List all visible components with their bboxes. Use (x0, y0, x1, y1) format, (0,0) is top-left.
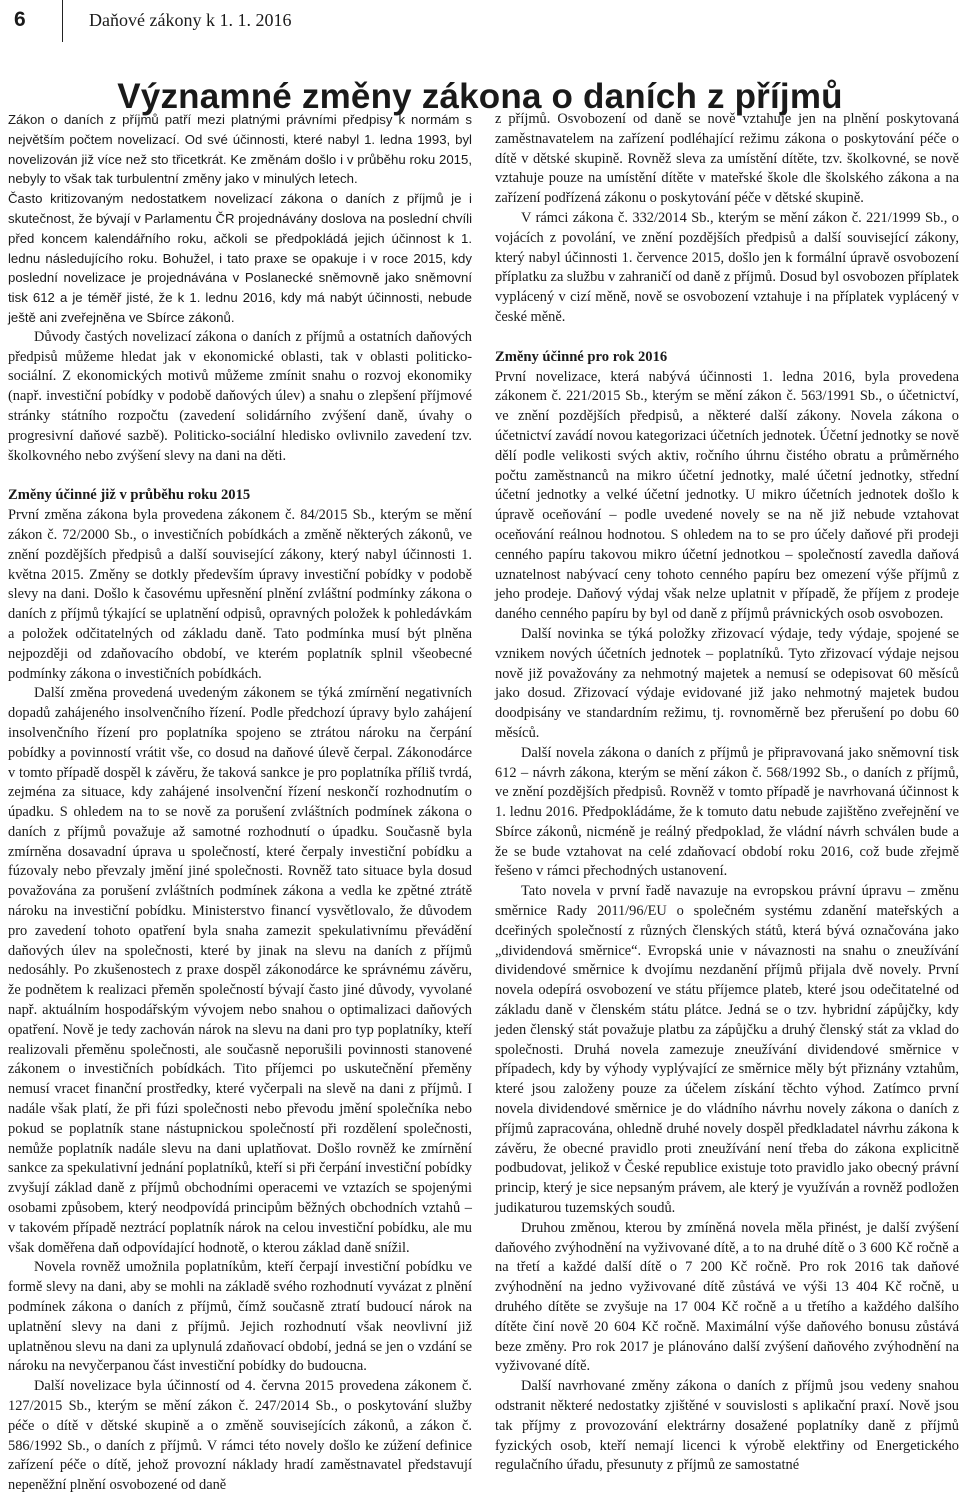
right-paragraph-7: Druhou změnou, kterou by zmíněná novela měla přinést, je další zvýšení daňového zvýhodnění na vyživované dítě, a to na druhé dítě o 3 600 Kč ročně a na třetí a každé další dítě o 7 200 Kč ročně. Pro rok 2016 tak daňové zvýhodnění na jedno vyživované dítě zůstává ve výši 13 404 Kč ročně, u druhého dítěte se zvyšuje na 17 004 Kč ročně a u třetího a každého dalšího dítěte činí nově 20 604 Kč ročně. Maximální výše daňového bonusu zůstává beze změny. Pro rok 2017 je plánováno další zvýšení daňového zvýhodnění na vyživované dítě. (495, 1219, 959, 1375)
right-paragraph-8: Další navrhované změny zákona o daních z příjmů jsou vedeny snahou odstranit některé nedostatky zjištěné v souvislosti s aplikační praxí. Nově jsou tak příjmy z provozování elektrárny dosažené poplatníky daně z příjmů fyzických osob, kteří nemají licenci k výrobě elektřiny od Energetického regulačního úřadu, přesunuty z příjmů ze samostatné (495, 1378, 959, 1474)
page-number: 6 (14, 8, 26, 31)
section-heading-2015: Změny účinné již v průběhu roku 2015 (8, 487, 251, 504)
running-title: Daňové zákony k 1. 1. 2016 (89, 10, 292, 30)
right-paragraph-2: V rámci zákona č. 332/2014 Sb., kterým se mění zákon č. 221/1999 Sb., o vojácích z povolání, ve znění pozdějších předpisů a další související zákony, který nabyl účinnosti 1. července 2015, došlo jen k formální úpravě osvobození příplatku za službu v zahraničí od daně z příjmů. Dosud byl osvobozen příplatek vyplácený v cizí měně, nově se osvobození vztahuje i na příplatek vyplácený v české měně. (495, 209, 959, 325)
intro-paragraph-1: Zákon o daních z příjmů patří mezi platnými právními předpisy k normám s největším počtem novelizací. Od své účinnosti, které nabyl 1. ledna 1993, byl novelizován již více než sto třicetkrát. Ke změnám došlo i v průběhu roku 2015, nebyly to však tak turbulentní změny jako v minulých letech. (8, 112, 472, 187)
paragraph-2015-2: Další změna provedená uvedeným zákonem se týká zmírnění negativních dopadů zahájeného insolvenčního řízení. Podle předchozí úpravy bylo zahájení insolvenčního řízení pro poplatníka spojeno se ztrátou nároku na čerpání pobídky a povinností vrátit vše, co dosud na daňové úlevě čerpal. Zákonodárce v tomto případě dospěl k závěru, že taková sankce je pro poplatníka příliš tvrdá, zejména za situace, kdy zahájené insolvenční řízení neskončí rozhodnutím o úpadku. S ohledem na to se nově za porušení zvláštních podmínek zákona o daních z příjmů považuje až samotné rozhodnutí o úpadku. Současně byla zmírněna dosavadní úprava u společností, které čerpaly investiční pobídku a fúzovaly nebo převzaly jmění jiné společnosti. Rovněž tato situace byla dosud považována za porušení zvláštních podmínek zákona a vedla ke zpětné ztrátě nároku na investiční pobídku. Ministerstvo financí vysvětlovalo, že důvodem pro zavedení tohoto opatření byla snaha zamezit spekulativnímu převádění daňových úlev na společnosti, které by jinak na slevu na daních z příjmů nedosáhly. Po zkušenostech z praxe dospěl zákonodárce ke správnému závěru, že podnětem k realizaci přeměn společností bývají často jiné důvody, vyvolané např. aktuálním hospodářským vývojem nebo snahou o optimalizaci daňových opatření. Nově je tedy zachován nárok na slevu na dani pro typ poplatníky, kteří realizovali přeměnu společnosti, ale současně neporušili povinnosti stanovené zákonem o investičních pobídkách. Tito příjemci po uskutečnění přeměny nemusí vracet finanční prostředky, které vyčerpali na slevě na dani z příjmů. I nadále však platí, že při fúzi společnosti nebo převodu jmění společníka nebo pokud se poplatník stane nástupnickou společností při rozdělení společnosti, nemůže poplatník nadále slevu na dani uplatňovat. Došlo rovněž ke zmírnění sankce za spekulativní jednání poplatníků, kteří si při čerpání investiční pobídky zvyšují základ daně z příjmů obchodními operacemi ve vztazích se spojenými osobami způsobem, který neodpovídá principům běžných obchodních vztahů – v takovém případě neztrácí poplatník nárok na celou investiční pobídku, ale mu však doměřena daň odpovídající hodnotě, o kterou základ daně snížil. (8, 685, 472, 1256)
paragraph-2015-1: První změna zákona byla provedena zákonem č. 84/2015 Sb., kterým se mění zákon č. 72/2000 Sb., o investičních pobídkách a změně některých zákonů, ve znění pozdějších předpisů a další související zákony, který nabyl účinnosti 1. května 2015. Změny se dotkly především úpravy investiční pobídky v podobě slevy na dani. Došlo k časovému upřesnění plnění zvláštní podmínky zákona o daních z příjmů týkající se uplatnění odpisů, opravných položek k pohledávkám a položek odčitatelných od základu daně. Tato podmínka musí být plněna nejpozději od zdaňovacího období, ve kterém poplatník splnil všeobecné podmínky zákona o investičních pobídkách. (8, 507, 472, 682)
intro-paragraph-2: Často kritizovaným nedostatkem novelizací zákona o daních z příjmů je i skutečnost, že bývají v Parlamentu ČR projednávány doslova na poslední chvíli před koncem kalendářního roku, ačkoli se předpokládá jejich účinnost k 1. lednu následujícího roku. Bohužel, i tato praxe se opakuje i v roce 2015, kdy poslední novelizace je projednávána v Poslanecké sněmovně jako sněmovní tisk 612 a je téměř jisté, že k 1. lednu 2016, kdy má nabýt účinnosti, nebude ještě ani zveřejněna ve Sbírce zákonů. (8, 191, 473, 325)
article-title: Významné změny zákona o daních z příjmů (117, 77, 843, 117)
right-paragraph-6: Tato novela v první řadě navazuje na evropskou právní úpravu – změnu směrnice Rady 2011/96/EU o společném systému zdanění mateřských a dceřiných společností z různých členských států, která bývá označována jako „dividendová směrnice“. Evropská unie v návaznosti na snahu o zneužívání dividendové směrnice k dvojímu nezdanění příjmů přijala dvě novely. První novela odepírá osvobození ve státu příjemce plateb, které jsou odečitatelné od základu daně v členském státu plátce. Jedná se o tzv. hybridní zápůjčky, kdy jeden členský stát považuje platbu za zápůjčku a druhý členský stát za vklad do společnosti. Druhá novela zamezuje zneužívání dividendové směrnice v případech, kdy by výhody vyplývající ze směrnice měly být přiznány vztahům, které jsou založeny pouze za účelem získání těchto výhod. Zatímco první novela dividendové směrnice je do vládního návrhu novely zákona o daních z příjmů zapracována, ohledně druhé novely dospěl předkladatel návrhu zákona k závěru, že obecné pravidlo proti zneužívání není třeba do zákona explicitně podbudovat, jelikož v České republice existuje toto pravidlo jako obecný právní princip, který je sice nepsaným právem, ale který je využíván a rovněž podložen judikaturou tuzemských soudů. (495, 883, 959, 1217)
right-column (495, 110, 959, 1476)
page-header (0, 0, 960, 40)
header-divider (62, 0, 63, 42)
right-paragraph-4: Další novinka se týká položky zřizovací výdaje, tedy výdaje, spojené se vznikem nových účetních jednotek – poplatníků. Tyto zřizovací výdaje nejsou nově již považovány za nehmotný majetek a nemusí se odepisovat 60 měsíců jako dosud. Zřizovací výdaje evidované již jako nehmotný majetek budou doodpisány ve standardním režimu, tj. rovnoměrně bez přerušení po dobu 60 měsíců. (495, 625, 959, 741)
intro-paragraph-3: Důvody častých novelizací zákona o daních z příjmů a ostatních daňových předpisů můžeme hledat jak v ekonomické oblasti, tak v oblasti politicko-sociální. Z ekonomických motivů můžeme zmínit snahu o rozvoj ekonomiky (např. investiční pobídky v podobě daňových úlev) a snahu o zlepšení příjmové stránky státního rozpočtu (zavedení solidárního zvýšení daně, úvahy o progresivní daňové sazbě). Politicko-sociální hledisko ovlivnilo zavedení tzv. školkovného nebo zvýšení slevy na dani na děti. (8, 328, 472, 464)
paragraph-2015-3: Novela rovněž umožnila poplatníkům, kteří čerpají investiční pobídku ve formě slevy na dani, aby se mohli na základě svého rozhodnutí vyvázat z plnění podmínek zákona o daních z příjmů, čímž současně ztratí budoucí nárok na uplatnění slevy na dani z příjmů. Jejich rozhodnutí však neovlivní již uplatněnou slevu na dani za uplynulá zdaňovací období, jedná se jen o vzdání se nároku na nevyčerpanou část investiční pobídky do budoucna. (8, 1259, 472, 1375)
right-paragraph-1: z příjmů. Osvobození od daně se nově vztahuje jen na plnění poskytovaná zaměstnavatelem na zařízení podléhající režimu zákona o poskytování péče o dítě v dětské skupině. Rovněž sleva za umístění dítěte, tzv. školkovné, se nově vztahuje pouze na umístění dítěte v mateřské škole dle školského zákona a na zařízení podřízená zákonu o poskytování péče v dětské skupině. (495, 111, 959, 207)
left-column (8, 110, 472, 1496)
right-paragraph-3: První novelizace, která nabývá účinnosti 1. ledna 2016, byla provedena zákonem č. 221/2015 Sb., kterým se mění zákon č. 563/1991 Sb., o účetnictví, ve znění pozdějších předpisů, a některé další zákony. Novela zákona o účetnictví zavádí novou kategorizaci účetních jednotek. Účetní jednotky se nově dělí podle velikosti svých aktiv, ročního úhrnu čistého obratu a průměrného počtu zaměstnanců na mikro účetní jednotky, malé účetní jednotky, střední účetní jednotky a velké účetní jednotky. U mikro účetních jednotek došlo k úpravě oceňování – podle uvedené novely se na ně již nebude vztahovat oceňování reálnou hodnotou. S ohledem na to se pro účely daňové při prodeji cenného papíru takovou mikro účetní jednotkou – společností zavedla daňová uznatelnost nabývací ceny tohoto cenného papíru bez omezení výše příjmů z jeho prodeje. Daňový výdaj však nelze uplatnit v případě, že příjem z prodeje daného cenného papíru by byl od daně z příjmů právnických osob osvobozen. (495, 368, 959, 623)
paragraph-2015-4: Další novelizace byla účinností od 4. června 2015 provedena zákonem č. 127/2015 Sb., kterým se mění zákon č. 247/2014 Sb., o poskytování služby péče o dítě v dětské skupině a o změně souvisejících zákonů, a zákon č. 586/1992 Sb., o daních z příjmů. V rámci této novely došlo ke zúžení definice zařízení péče o dítě, jehož provozní náklady hradí zaměstnavatel představují nepeněžní plnění osvobozené od daně (8, 1378, 472, 1494)
right-paragraph-5: Další novela zákona o daních z příjmů je připravovaná jako sněmovní tisk 612 – návrh zákona, kterým se mění zákon č. 568/1992 Sb., o daních z příjmů, ve znění pozdějších předpisů. Rovněž v tomto případě je navrhovaná účinnost k 1. lednu 2016. Předpokládáme, že k tomuto datu nebude zajištěno zveřejnění ve Sbírce zákonů, nicméně je reálný předpoklad, že vládní návrh schválen bude a že se bude vztahovat na celé zdaňovací období roku 2016, což bude zřejmě řešeno v rámci přechodných ustanovení. (495, 744, 959, 880)
section-heading-2016: Změny účinné pro rok 2016 (495, 348, 668, 365)
